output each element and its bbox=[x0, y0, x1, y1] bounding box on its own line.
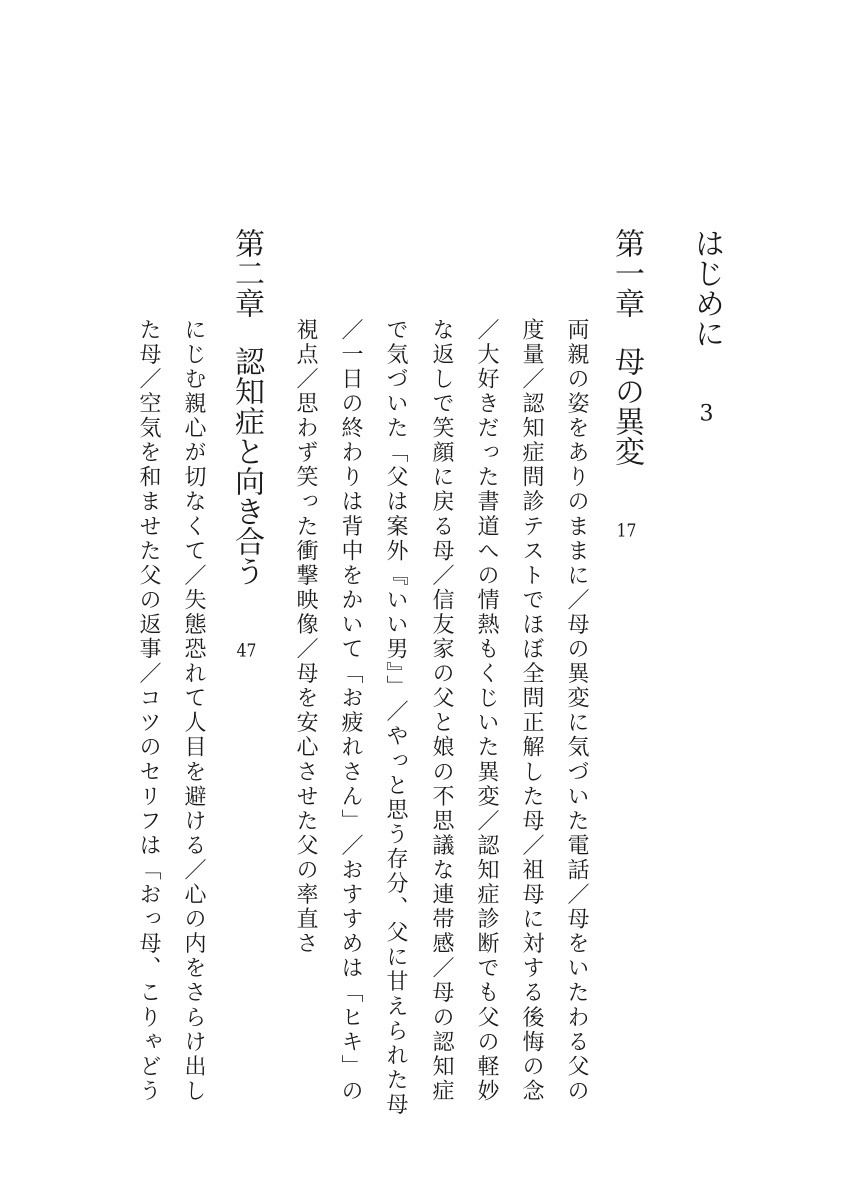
chapter-2-page-number: 47 bbox=[236, 642, 257, 660]
toc-entry-intro bbox=[689, 228, 724, 425]
chapter-2-title: 認知症と向き合う bbox=[229, 346, 264, 586]
chapter-1-summary-line: ／一日の終わりは背中をかいて「お疲れさん」／おすすめは「ヒキ」の bbox=[338, 318, 363, 1104]
chapter-1-page-number: 17 bbox=[616, 522, 637, 540]
intro-title: はじめに bbox=[689, 228, 724, 348]
chapter-1-summary-line: 視点／思わず笑った衝撃映像／母を安心させた父の率直さ bbox=[293, 318, 318, 957]
intro-page-number: 3 bbox=[699, 403, 714, 425]
chapter-1-label: 第一章 bbox=[609, 228, 644, 318]
chapter-1-summary-line: 両親の姿をありのままに／母の異変に気づいた電話／母をいたわる父の bbox=[564, 318, 589, 1104]
chapter-1-summary-line: 度量／認知症問診テストでほぼ全問正解した母／祖母に対する後悔の念 bbox=[519, 318, 544, 1104]
chapter-1-title: 母の異変 bbox=[609, 346, 644, 466]
chapter-1-summary-line: ／大好きだった書道への情熱もくじいた異変／認知症診断でも父の軽妙 bbox=[474, 318, 499, 1104]
toc-entry-chapter-2 bbox=[229, 228, 264, 660]
chapter-1-summary-line: な返しで笑顔に戻る母／信友家の父と娘の不思議な連帯感／母の認知症 bbox=[429, 318, 454, 1104]
chapter-2-label: 第二章 bbox=[229, 228, 264, 318]
toc-entry-chapter-1 bbox=[609, 228, 644, 540]
chapter-2-summary-line: た母／空気を和ませた父の返事／コツのセリフは「おっ母、こりゃどう bbox=[136, 318, 161, 1104]
chapter-2-summary-line: にじむ親心が切なくて／失態恐れて人目を避ける／心の内をさらけ出し bbox=[181, 318, 206, 1104]
chapter-1-summary-line: で気づいた「父は案外『いい男』」／やっと思う存分、父に甘えられた母 bbox=[383, 318, 408, 1118]
